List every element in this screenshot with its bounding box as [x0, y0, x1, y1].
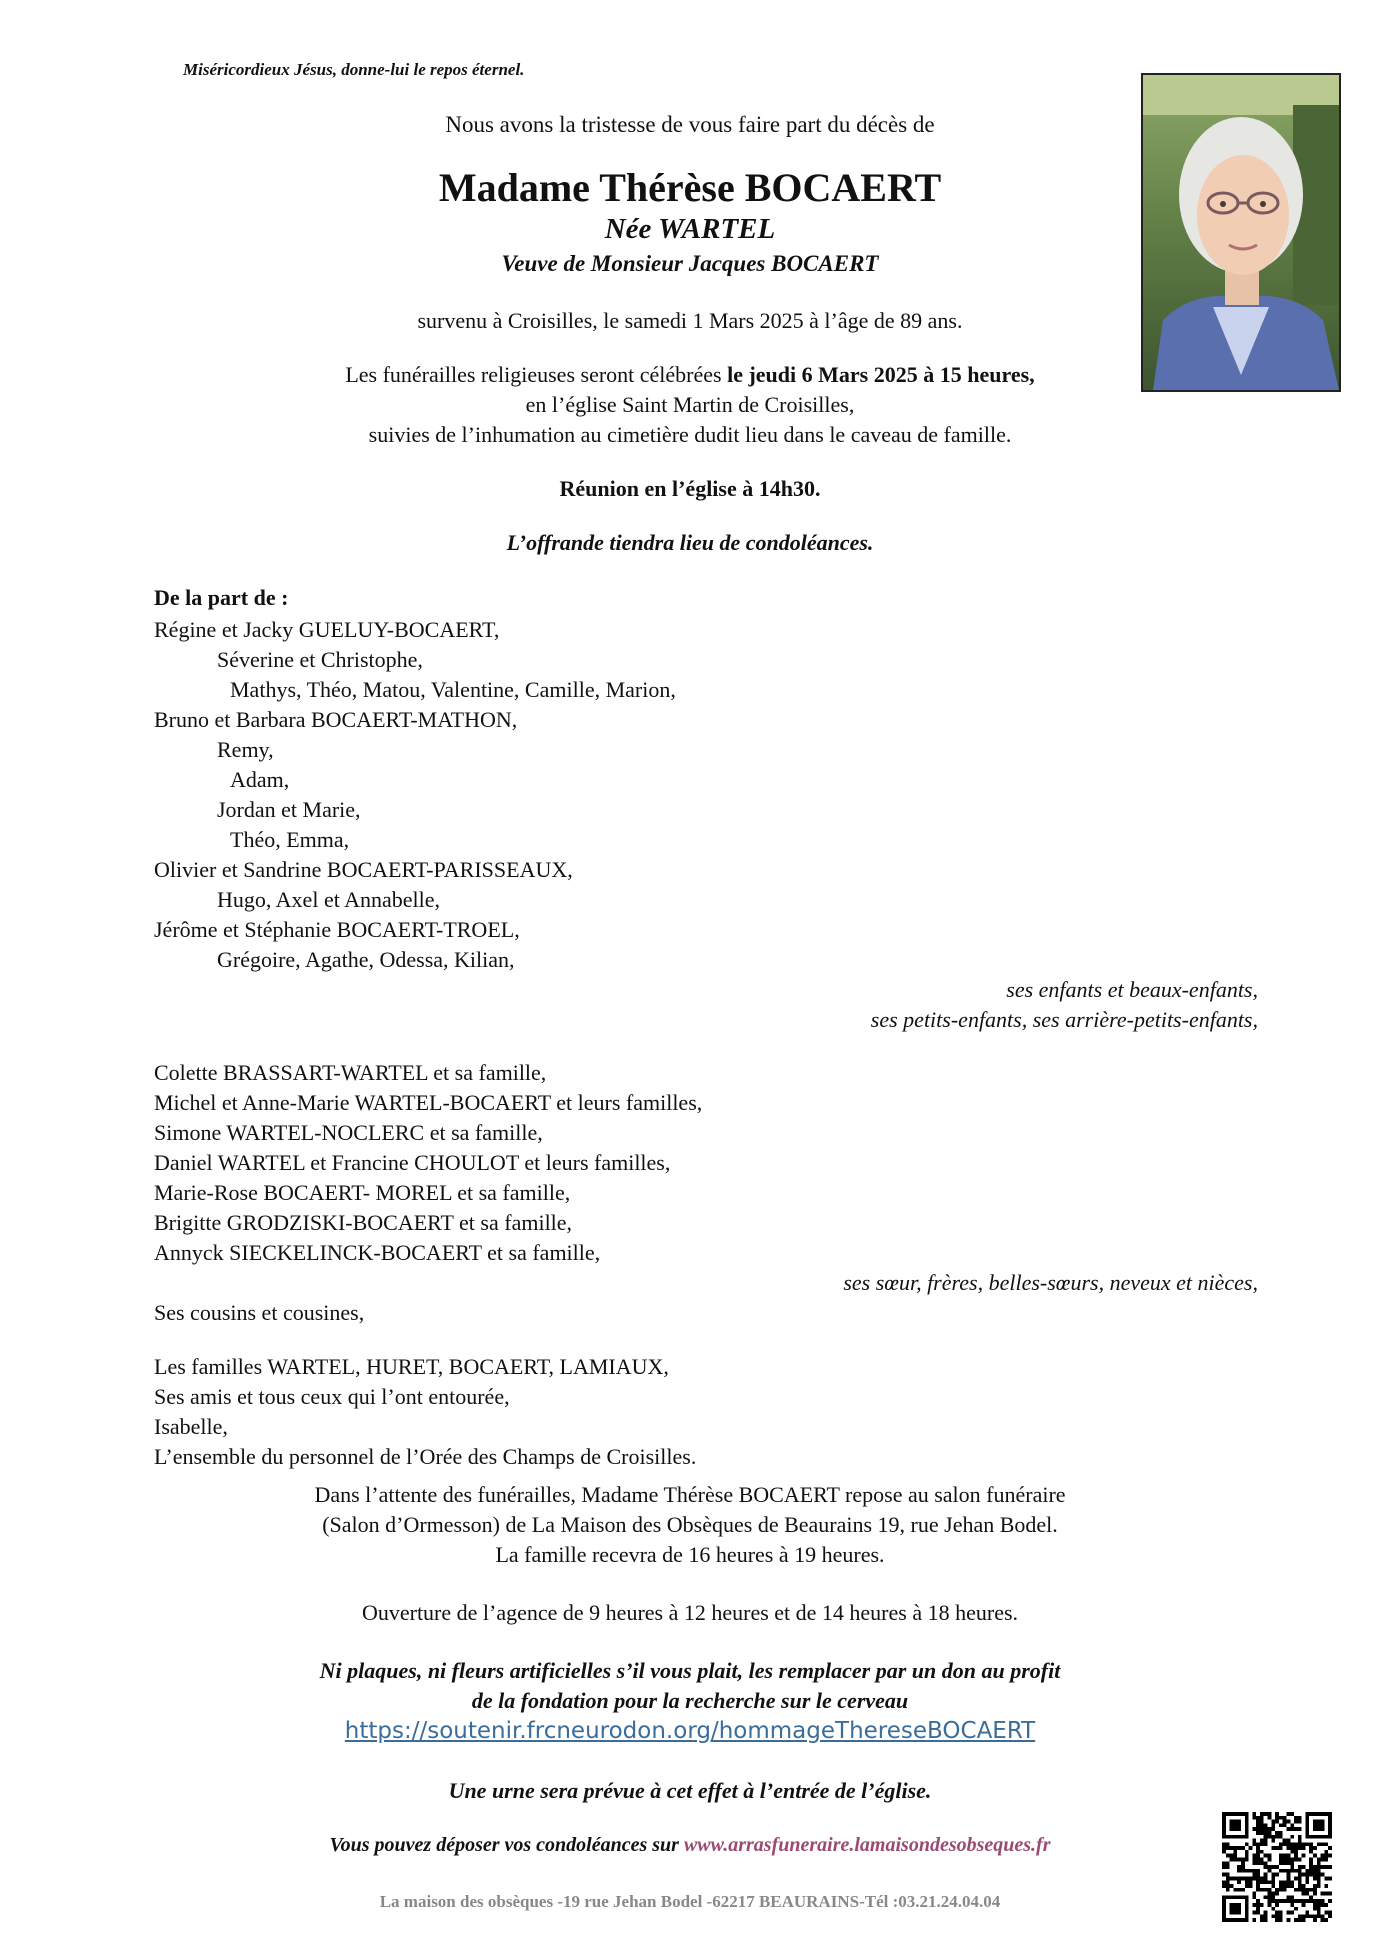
family-line: Jordan et Marie,: [217, 797, 361, 822]
visitation-line: La famille recevra de 16 heures à 19 heures.: [495, 1542, 885, 1567]
family-line: Brigitte GRODZISKI-BOCAERT et sa famille,: [154, 1210, 573, 1235]
family-line: Mathys, Théo, Matou, Valentine, Camille, Marion,: [230, 677, 676, 702]
donation-link[interactable]: https://soutenir.frcneurodon.org/hommageThereseBOCAERT: [344, 1718, 1036, 1744]
family-line: Grégoire, Agathe, Odessa, Kilian,: [217, 947, 515, 972]
visitation-line: (Salon d’Ormesson) de La Maison des Obsèques de Beaurains 19, rue Jehan Bodel.: [322, 1512, 1058, 1537]
relation-label: ses sœur, frères, belles-sœurs, neveux et nièces,: [843, 1270, 1258, 1295]
on-behalf-heading: De la part de :: [154, 585, 289, 610]
family-line: Ses amis et tous ceux qui l’ont entourée,: [154, 1384, 510, 1409]
urn-note: Une urne sera prévue à cet effet à l’entrée de l’église.: [448, 1778, 932, 1803]
family-line: Annyck SIECKELINCK-BOCAERT et sa famille,: [154, 1240, 601, 1265]
relation-label: ses enfants et beaux-enfants,: [1006, 977, 1258, 1002]
funeral-line-3: suivies de l’inhumation au cimetière dudit lieu dans le caveau de famille.: [368, 422, 1012, 447]
family-line: Remy,: [217, 737, 274, 762]
death-details: survenu à Croisilles, le samedi 1 Mars 2025 à l’âge de 89 ans.: [417, 308, 963, 333]
family-line: Séverine et Christophe,: [217, 647, 423, 672]
family-line: Simone WARTEL-NOCLERC et sa famille,: [154, 1120, 543, 1145]
funeral-line-1-text: Les funérailles religieuses seront célébrées: [345, 362, 728, 387]
relation-label: ses petits-enfants, ses arrière-petits-enfants,: [870, 1007, 1258, 1032]
family-line: L’ensemble du personnel de l’Orée des Champs de Croisilles.: [154, 1444, 697, 1469]
condolences-note: [160, 1834, 1220, 1857]
family-line: Michel et Anne-Marie WARTEL-BOCAERT et leurs familles,: [154, 1090, 703, 1115]
family-line: Hugo, Axel et Annabelle,: [217, 887, 441, 912]
condolences-site-link[interactable]: www.arrasfuneraire.lamaisondesobseques.fr: [683, 1834, 1051, 1856]
funeral-date: le jeudi 6 Mars 2025 à 15 heures,: [727, 362, 1035, 387]
no-flowers-line: de la fondation pour la recherche sur le cerveau: [471, 1688, 909, 1713]
no-flowers-line: Ni plaques, ni fleurs artificielles s’il vous plait, les remplacer par un don au profit: [319, 1658, 1061, 1683]
offering-note: L’offrande tiendra lieu de condoléances.: [506, 530, 874, 555]
funeral-line-2: en l’église Saint Martin de Croisilles,: [525, 392, 855, 417]
visitation-info: [160, 1480, 1220, 1570]
no-flowers-note: [160, 1656, 1220, 1716]
family-line: Théo, Emma,: [230, 827, 350, 852]
family-line: Adam,: [230, 767, 290, 792]
widow-of: Veuve de Monsieur Jacques BOCAERT: [501, 251, 879, 276]
family-line: Les familles WARTEL, HURET, BOCAERT, LAMIAUX,: [154, 1354, 669, 1379]
family-line: Daniel WARTEL et Francine CHOULOT et leurs familles,: [154, 1150, 671, 1175]
family-line: Régine et Jacky GUELUY-BOCAERT,: [154, 617, 500, 642]
deceased-name: Madame Thérèse BOCAERT: [438, 165, 942, 210]
intro-text: Nous avons la tristesse de vous faire part du décès de: [445, 112, 935, 137]
family-line: Colette BRASSART-WARTEL et sa famille,: [154, 1060, 547, 1085]
qr-code[interactable]: [1222, 1812, 1332, 1922]
visitation-line: Dans l’attente des funérailles, Madame Thérèse BOCAERT repose au salon funéraire: [314, 1482, 1066, 1507]
family-line: Jérôme et Stéphanie BOCAERT-TROEL,: [154, 917, 520, 942]
maiden-name: Née WARTEL: [604, 213, 776, 245]
family-line: Bruno et Barbara BOCAERT-MATHON,: [154, 707, 518, 732]
family-line: Olivier et Sandrine BOCAERT-PARISSEAUX,: [154, 857, 573, 882]
footer-address: La maison des obsèques -19 rue Jehan Bodel -62217 BEAURAINS-Tél :03.21.24.04.04: [379, 1892, 1001, 1911]
family-line: Marie-Rose BOCAERT- MOREL et sa famille,: [154, 1180, 571, 1205]
agency-hours: Ouverture de l’agence de 9 heures à 12 heures et de 14 heures à 18 heures.: [361, 1600, 1019, 1625]
condolences-text: Vous pouvez déposer vos condoléances sur: [329, 1834, 684, 1856]
funeral-line-1: [160, 362, 1220, 388]
family-line: Ses cousins et cousines,: [154, 1300, 365, 1325]
family-line: Isabelle,: [154, 1414, 228, 1439]
meeting-time: Réunion en l’église à 14h30.: [559, 476, 821, 501]
prayer-text: Miséricordieux Jésus, donne-lui le repos éternel.: [183, 60, 525, 79]
